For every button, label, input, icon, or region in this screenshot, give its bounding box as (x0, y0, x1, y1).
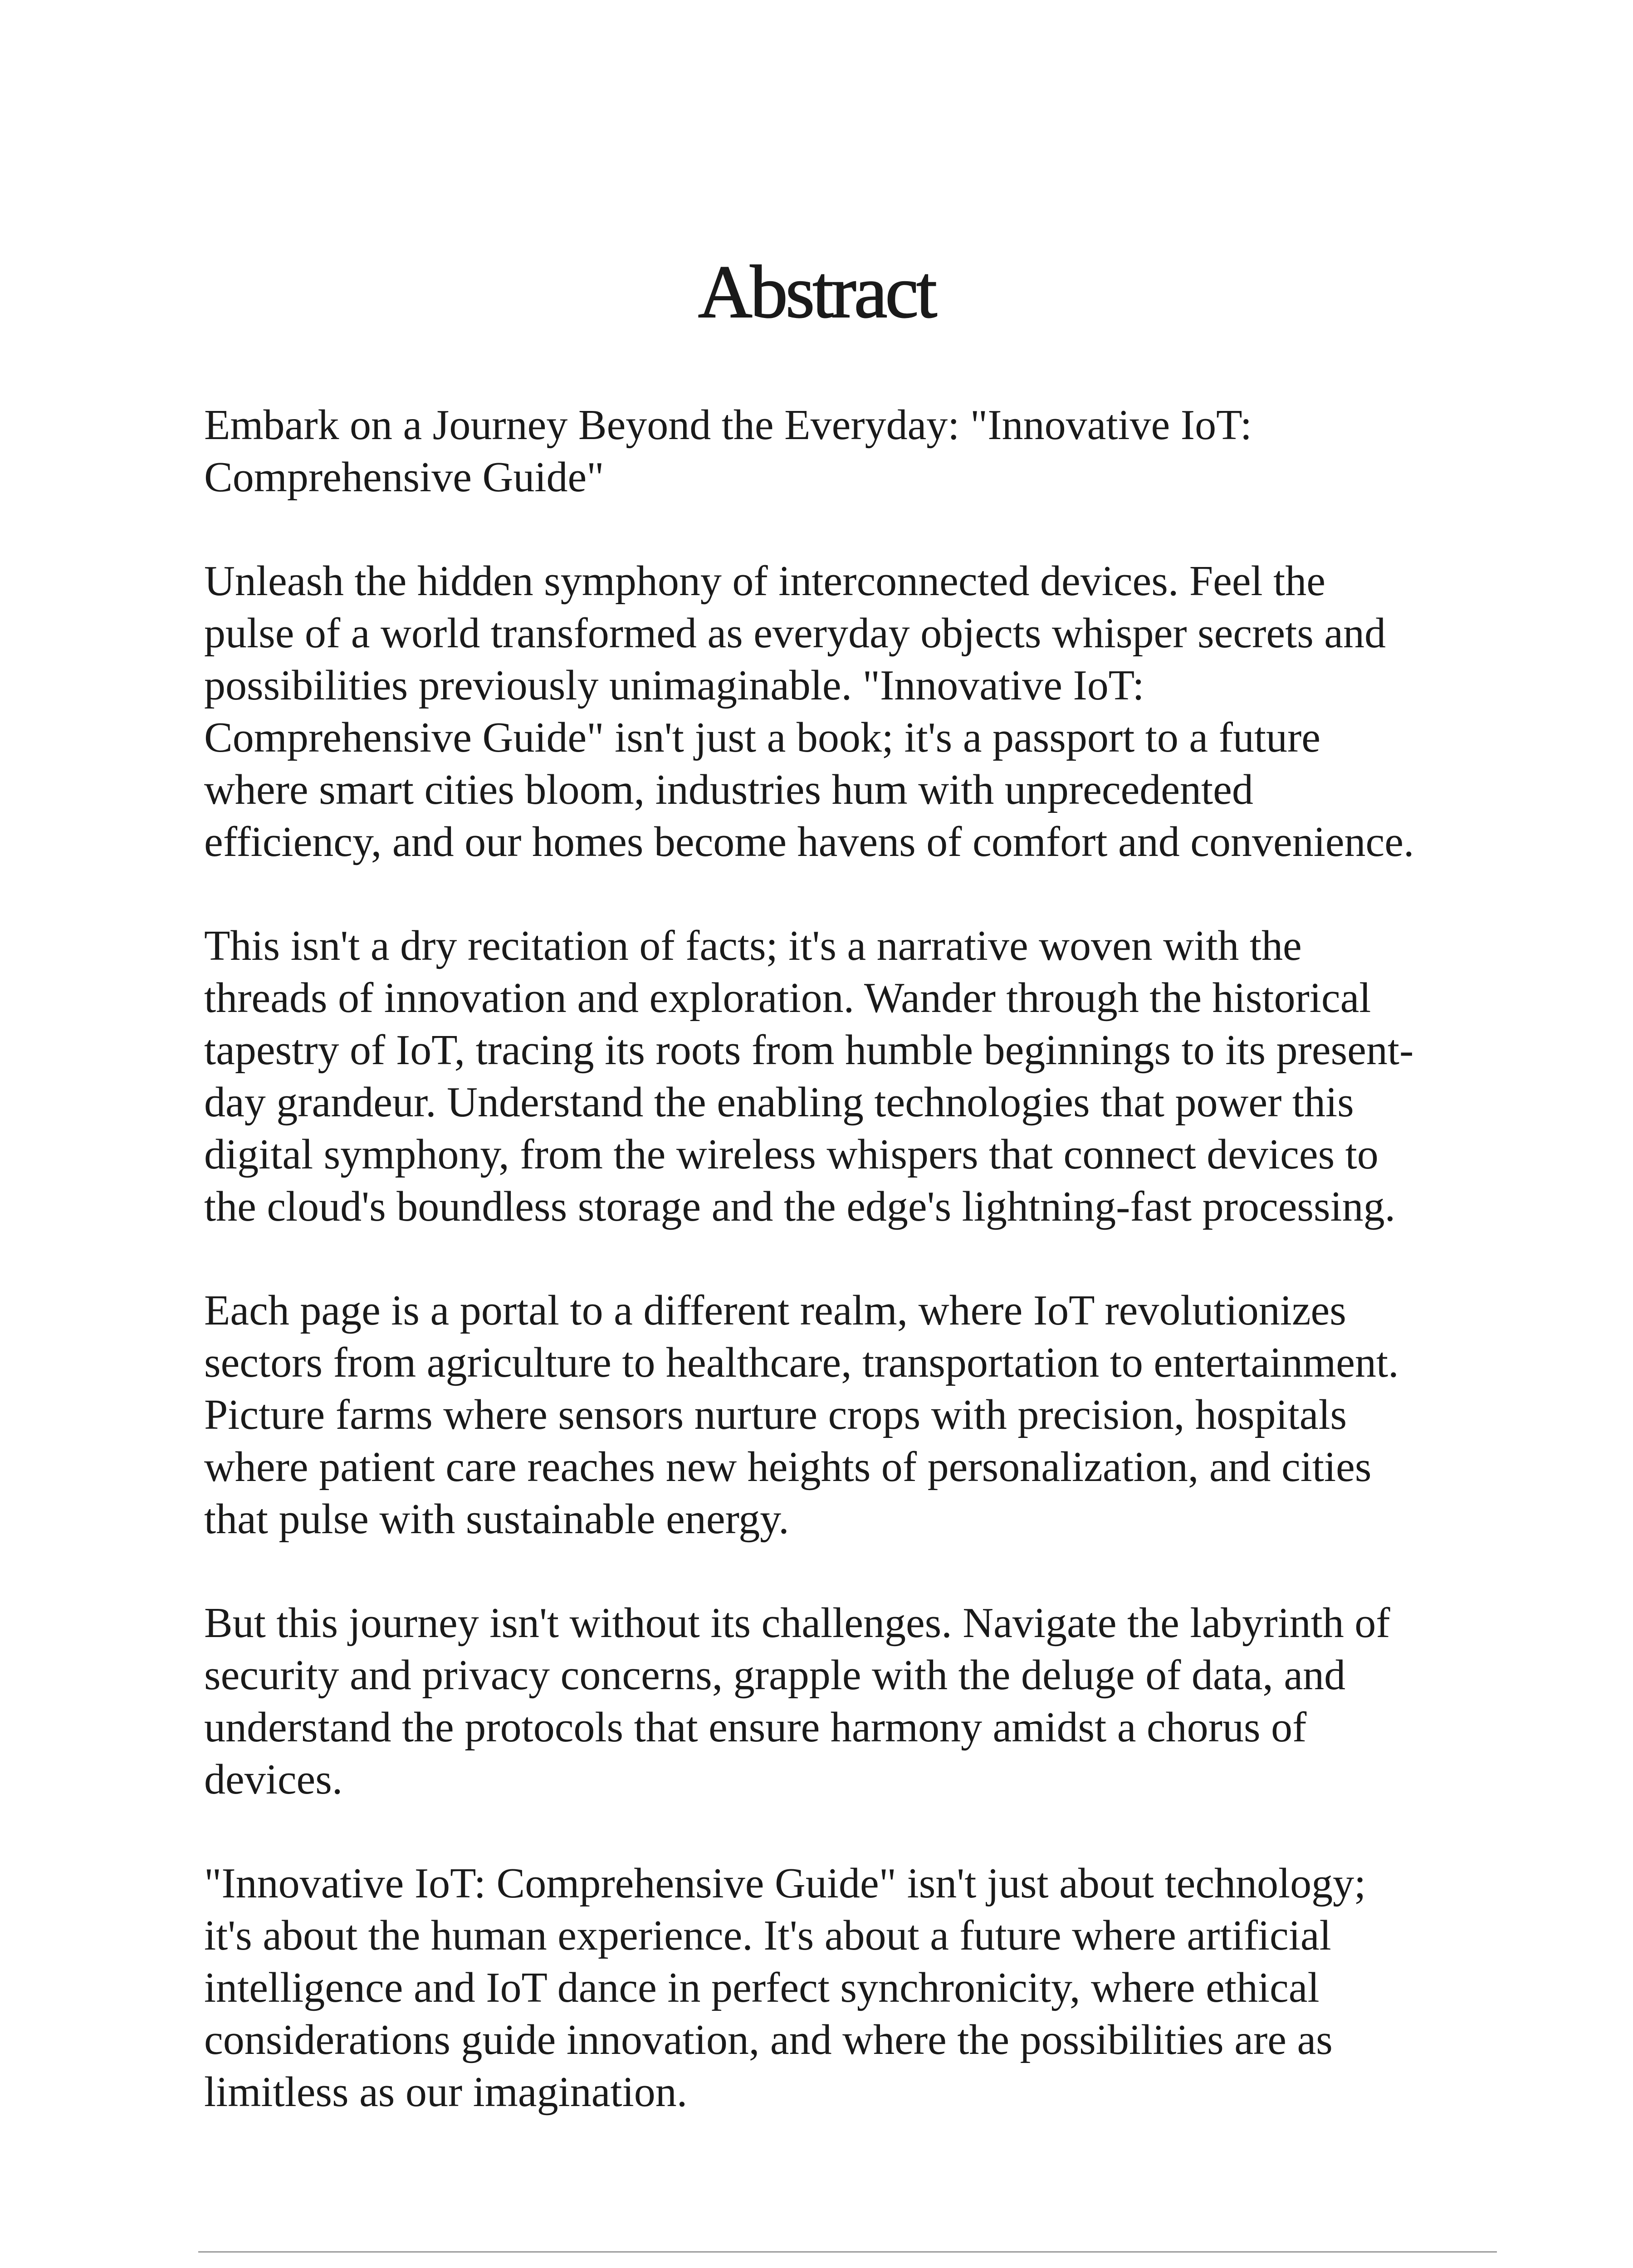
paragraph-intro: Embark on a Journey Beyond the Everyday: "Innovative IoT: Comprehensive Guide" (204, 401, 1252, 501)
paragraph-sectors: Each page is a portal to a different realm, where IoT revolutionizes sectors from agriculture to healthcare, transportation to entertainment. Picture farms where sensors nurture crops with precision, hospitals where patient care reaches new heights of personalization, and cities that pulse with sustainable energy. (204, 1287, 1399, 1543)
page-title: Abstract (698, 250, 935, 333)
paragraph-symphony: Unleash the hidden symphony of interconnected devices. Feel the pulse of a world transformed as everyday objects whisper secrets and possibilities previously unimaginable. "Innovative IoT: Comprehensive Guide" isn't just a book; it's a passport to a future where smart cities bloom, industries hum with unprecedented efficiency, and our homes become havens of comfort and convenience. (204, 557, 1414, 865)
abstract-body (204, 399, 1520, 2170)
paragraph-challenges: But this journey isn't without its challenges. Navigate the labyrinth of security and privacy concerns, grapple with the deluge of data, and understand the protocols that ensure harmony amidst a chorus of devices. (204, 1599, 1390, 1803)
paragraph-narrative: This isn't a dry recitation of facts; it's a narrative woven with the threads of innovation and exploration. Wander through the historical tapestry of IoT, tracing its roots from humble beginnings to its present- day grandeur. Understand the enabling technologies that power this digital symphony, from the wireless whispers that connect devices to the cloud's boundless storage and the edge's lightning-fast processing. (204, 922, 1414, 1230)
footer-divider (198, 2251, 1497, 2253)
paragraph-human-experience: "Innovative IoT: Comprehensive Guide" isn't just about technology; it's about the human experience. It's about a future where artificial intelligence and IoT dance in perfect synchronicity, where ethical considerations guide innovation, and where the possibilities are as limitless as our imagination. (204, 1860, 1366, 2116)
